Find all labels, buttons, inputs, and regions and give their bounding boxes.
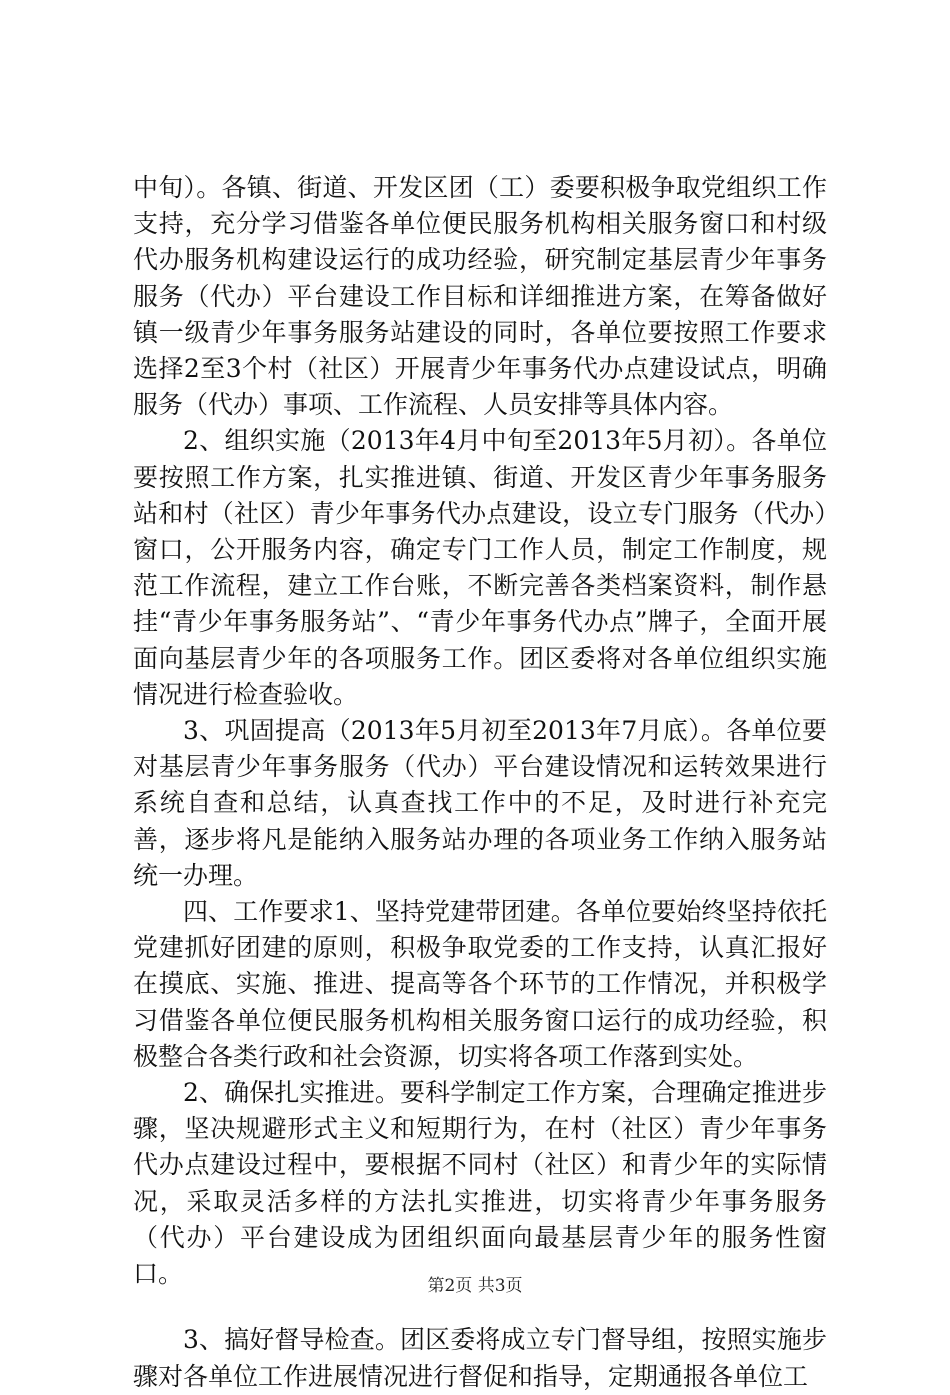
document-body <box>133 170 827 1395</box>
page-number-footer: 第2页 共3页 <box>427 1276 523 1296</box>
paragraph-ensure-progress: 2、确保扎实推进。要科学制定工作方案，合理确定推进步骤，坚决规避形式主义和短期行为，在村（社区）青少年事务代办点建设过程中，要根据不同村（社区）和青少年的实际情况，采取灵活多样的方法扎实推进，切实将青少年事务服务（代办）平台建设成为团组织面向最基层青少年的服务性窗口。 <box>133 1078 827 1289</box>
paragraph-gap <box>133 1292 827 1322</box>
paragraph-work-requirements: 四、工作要求1、坚持党建带团建。各单位要始终坚持依托党建抓好团建的原则，积极争取党委的工作支持，认真汇报好在摸底、实施、推进、提高等各个环节的工作情况，并积极学习借鉴各单位便民服务机构相关服务窗口运行的成功经验，积极整合各类行政和社会资源，切实将各项工作落到实处。 <box>133 897 827 1071</box>
paragraph-continuation: 中旬）。各镇、街道、开发区团（工）委要积极争取党组织工作支持，充分学习借鉴各单位便民服务机构相关服务窗口和村级代办服务机构建设运行的成功经验，研究制定基层青少年事务服务（代办）平台建设工作目标和详细推进方案，在筹备做好镇一级青少年事务服务站建设的同时，各单位要按照工作要求选择2至3个村（社区）开展青少年事务代办点建设试点，明确服务（代办）事项、工作流程、人员安排等具体内容。 <box>133 173 827 420</box>
paragraph-supervision: 3、搞好督导检查。团区委将成立专门督导组，按照实施步骤对各单位工作进展情况进行督促和指导，定期通报各单位工 <box>133 1325 827 1391</box>
paragraph-organize-implement: 2、组织实施（2013年4月中旬至2013年5月初）。各单位要按照工作方案，扎实推进镇、街道、开发区青少年事务服务站和村（社区）青少年事务代办点建设，设立专门服务（代办）窗口，公开服务内容，确定专门工作人员，制定工作制度，规范工作流程，建立工作台账，不断完善各类档案资料，制作悬挂“青少年事务服务站”、“青少年事务代办点”牌子，全面开展面向基层青少年的各项服务工作。团区委将对各单位组织实施情况进行检查验收。 <box>133 426 827 709</box>
paragraph-consolidate-improve: 3、巩固提高（2013年5月初至2013年7月底）。各单位要对基层青少年事务服务（代办）平台建设情况和运转效果进行系统自查和总结，认真查找工作中的不足，及时进行补充完善，逐步将凡是能纳入服务站办理的各项业务工作纳入服务站统一办理。 <box>133 716 827 890</box>
